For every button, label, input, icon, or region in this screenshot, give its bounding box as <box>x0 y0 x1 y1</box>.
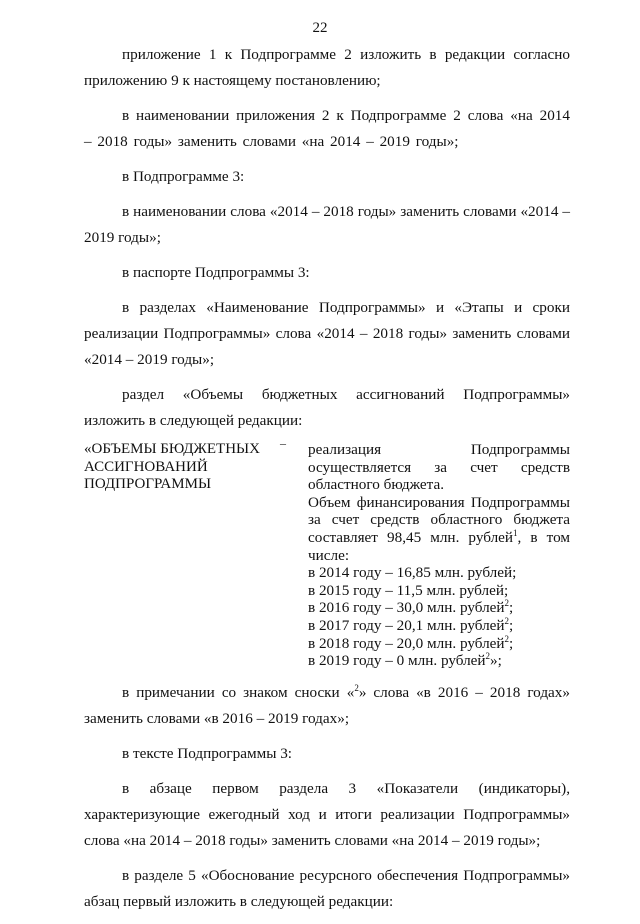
paragraph-title-change: в наименовании слова «2014 – 2018 годы» заменить словами «2014 – 2019 годы»; <box>84 203 570 246</box>
budget-financing-tail: , в том числе: <box>308 528 570 564</box>
paragraph-subprogram-3: в Подпрограмме 3: <box>122 168 245 185</box>
document-body <box>84 42 570 924</box>
paragraph-passport: в паспорте Подпрограммы 3: <box>122 264 310 281</box>
budget-year-tail: ; <box>509 599 514 617</box>
paragraph-budget-section: раздел «Объемы бюджетных ассигнований Подпрограммы» изложить в следующей редакции: <box>84 386 570 429</box>
budget-block-heading: «ОБЪЕМЫ БЮДЖЕТНЫХ АССИГНОВАНИЙ ПОДПРОГРАММЫ <box>84 441 260 493</box>
budget-year-line <box>308 564 570 582</box>
budget-intro: реализация Подпрограммы осуществляется за счет средств областного бюджета. <box>308 441 570 494</box>
budget-year-text: в 2016 году – 30,0 млн. рублей <box>308 599 505 617</box>
budget-year-text: в 2019 году – 0 млн. рублей <box>308 652 486 670</box>
footnote-marker: 2 <box>354 682 359 693</box>
budget-block-text <box>308 441 570 670</box>
budget-year-text: в 2015 году – 11,5 млн. рублей; <box>308 581 509 599</box>
budget-year-tail: ; <box>509 616 514 634</box>
budget-year-tail: »; <box>490 652 502 670</box>
budget-financing-text: Объем финансирования Подпрограммы за счет средств областного бюджета составляет 98,45 млн. рублей <box>308 493 570 546</box>
budget-year-tail: ; <box>509 634 514 652</box>
paragraph-text-subprogram-3: в тексте Подпрограммы 3: <box>122 745 293 762</box>
paragraph-section-3-change: в абзаце первом раздела 3 «Показатели (индикаторы), характеризующие ежегодный ход и итоги реализации Подпрограммы» слова «на 2014 – 2018 годы» заменить словами «на 2014 – 2019 годы»; <box>84 780 570 849</box>
paragraph-appendix-2-title: в наименовании приложения 2 к Подпрограмме 2 слова «на 2014 – 2018 годы» заменить словами «на 2014 – 2019 годы»; <box>84 107 570 150</box>
footnote-marker: 2 <box>504 633 510 644</box>
budget-financing <box>308 494 570 564</box>
note-text-before: в примечании со знаком сноски « <box>122 684 355 701</box>
footnote-marker: 2 <box>485 651 491 662</box>
budget-allocation-block <box>84 436 570 674</box>
budget-year-line <box>308 635 570 653</box>
paragraph-sections-change: в разделах «Наименование Подпрограммы» и «Этапы и сроки реализации Подпрограммы» слова «2014 – 2018 годы» заменить словами «2014 – 2019 годы»; <box>84 299 570 368</box>
paragraph-appendix-1: приложение 1 к Подпрограмме 2 изложить в редакции согласно приложению 9 к настоящему постановлению; <box>84 46 570 89</box>
footnote-marker: 1 <box>513 527 518 538</box>
budget-year-line <box>308 599 570 617</box>
note-text-after: » слова «в 2016 – 2018 годах» заменить словами «в 2016 – 2019 годах»; <box>84 684 570 727</box>
page-number: 22 <box>312 20 328 36</box>
budget-block-dash: – <box>280 436 286 450</box>
paragraph-footnote-note <box>84 680 570 732</box>
budget-year-line <box>308 617 570 635</box>
budget-year-text: в 2018 году – 20,0 млн. рублей <box>308 634 505 652</box>
budget-year-line <box>308 582 570 600</box>
budget-year-text: в 2014 году – 16,85 млн. рублей; <box>308 564 517 582</box>
budget-year-line <box>308 652 570 670</box>
budget-year-text: в 2017 году – 20,1 млн. рублей <box>308 616 505 634</box>
paragraph-section-5-change: в разделе 5 «Обоснование ресурсного обеспечения Подпрограммы» абзац первый изложить в следующей редакции: <box>84 867 570 910</box>
footnote-marker: 2 <box>504 615 510 626</box>
footnote-marker: 2 <box>504 598 510 609</box>
